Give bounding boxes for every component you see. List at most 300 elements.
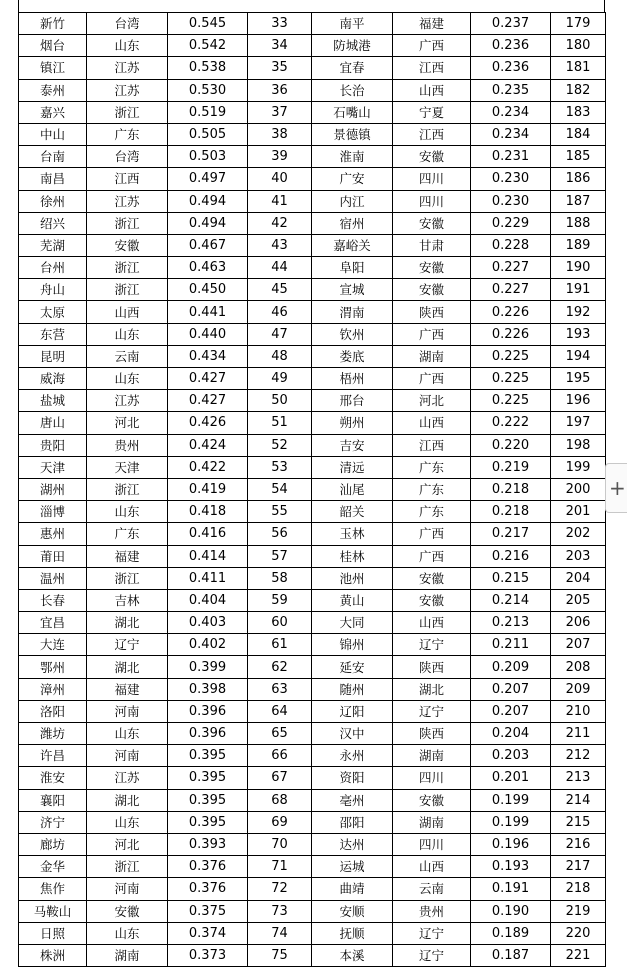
province-cell: 山西	[87, 301, 168, 323]
city-name-cell: 大同	[312, 612, 393, 634]
city-name-cell: 娄底	[312, 345, 393, 367]
city-name-cell: 钦州	[312, 323, 393, 345]
rank-cell: 74	[248, 922, 312, 944]
province-cell: 安徽	[87, 234, 168, 256]
score-cell: 0.214	[471, 589, 551, 611]
score-cell: 0.225	[471, 345, 551, 367]
city-name-cell: 亳州	[312, 789, 393, 811]
rank-cell: 220	[551, 922, 606, 944]
rank-cell: 184	[551, 123, 606, 145]
rank-cell: 68	[248, 789, 312, 811]
city-name-cell: 宣城	[312, 279, 393, 301]
rank-cell: 50	[248, 390, 312, 412]
rank-cell: 194	[551, 345, 606, 367]
table-row	[19, 567, 606, 589]
city-name-cell: 永州	[312, 745, 393, 767]
city-name-cell: 威海	[19, 368, 87, 390]
province-cell: 陕西	[393, 656, 471, 678]
score-cell: 0.393	[168, 833, 248, 855]
city-name-cell: 莆田	[19, 545, 87, 567]
rank-cell: 192	[551, 301, 606, 323]
city-name-cell: 辽阳	[312, 700, 393, 722]
province-cell: 安徽	[393, 279, 471, 301]
score-cell: 0.530	[168, 79, 248, 101]
score-cell: 0.229	[471, 212, 551, 234]
province-cell: 江苏	[87, 79, 168, 101]
rank-cell: 206	[551, 612, 606, 634]
city-name-cell: 朔州	[312, 412, 393, 434]
province-cell: 山西	[393, 79, 471, 101]
table-row	[19, 13, 606, 35]
city-name-cell: 广安	[312, 168, 393, 190]
score-cell: 0.427	[168, 368, 248, 390]
score-cell: 0.191	[471, 878, 551, 900]
rank-cell: 75	[248, 944, 312, 966]
score-cell: 0.503	[168, 146, 248, 168]
province-cell: 广东	[87, 123, 168, 145]
table-row	[19, 922, 606, 944]
table-row	[19, 478, 606, 500]
province-cell: 云南	[87, 345, 168, 367]
table-row	[19, 323, 606, 345]
city-name-cell: 长治	[312, 79, 393, 101]
score-cell: 0.396	[168, 723, 248, 745]
score-cell: 0.237	[471, 13, 551, 35]
score-cell: 0.424	[168, 434, 248, 456]
province-cell: 浙江	[87, 856, 168, 878]
city-ranking-table	[18, 12, 606, 967]
province-cell: 山东	[87, 501, 168, 523]
province-cell: 辽宁	[393, 922, 471, 944]
add-button[interactable]	[605, 463, 627, 513]
city-name-cell: 防城港	[312, 35, 393, 57]
rank-cell: 199	[551, 456, 606, 478]
score-cell: 0.373	[168, 944, 248, 966]
table-row	[19, 811, 606, 833]
table-row	[19, 944, 606, 966]
score-cell: 0.218	[471, 501, 551, 523]
province-cell: 山西	[393, 856, 471, 878]
rank-cell: 219	[551, 900, 606, 922]
rank-cell: 212	[551, 745, 606, 767]
province-cell: 浙江	[87, 478, 168, 500]
province-cell: 广东	[393, 456, 471, 478]
province-cell: 河南	[87, 700, 168, 722]
city-name-cell: 嘉兴	[19, 101, 87, 123]
province-cell: 陕西	[393, 723, 471, 745]
rank-cell: 187	[551, 190, 606, 212]
rank-cell: 217	[551, 856, 606, 878]
city-name-cell: 宜春	[312, 57, 393, 79]
city-name-cell: 大连	[19, 634, 87, 656]
table-row	[19, 412, 606, 434]
province-cell: 湖北	[87, 789, 168, 811]
table-row	[19, 123, 606, 145]
rank-cell: 56	[248, 523, 312, 545]
table-row	[19, 634, 606, 656]
score-cell: 0.441	[168, 301, 248, 323]
score-cell: 0.414	[168, 545, 248, 567]
rank-cell: 39	[248, 146, 312, 168]
rank-cell: 49	[248, 368, 312, 390]
table-row	[19, 168, 606, 190]
province-cell: 福建	[393, 13, 471, 35]
province-cell: 山东	[87, 323, 168, 345]
rank-cell: 64	[248, 700, 312, 722]
score-cell: 0.395	[168, 811, 248, 833]
rank-cell: 41	[248, 190, 312, 212]
rank-cell: 221	[551, 944, 606, 966]
province-cell: 湖南	[393, 811, 471, 833]
rank-cell: 59	[248, 589, 312, 611]
score-cell: 0.215	[471, 567, 551, 589]
city-name-cell: 随州	[312, 678, 393, 700]
rank-cell: 61	[248, 634, 312, 656]
rank-cell: 66	[248, 745, 312, 767]
city-name-cell: 惠州	[19, 523, 87, 545]
score-cell: 0.220	[471, 434, 551, 456]
rank-cell: 73	[248, 900, 312, 922]
score-cell: 0.207	[471, 678, 551, 700]
score-cell: 0.404	[168, 589, 248, 611]
rank-cell: 62	[248, 656, 312, 678]
score-cell: 0.422	[168, 456, 248, 478]
score-cell: 0.187	[471, 944, 551, 966]
table-row	[19, 190, 606, 212]
province-cell: 甘肃	[393, 234, 471, 256]
score-cell: 0.375	[168, 900, 248, 922]
city-name-cell: 中山	[19, 123, 87, 145]
table-row	[19, 523, 606, 545]
score-cell: 0.211	[471, 634, 551, 656]
province-cell: 安徽	[393, 257, 471, 279]
province-cell: 江西	[393, 57, 471, 79]
city-name-cell: 延安	[312, 656, 393, 678]
province-cell: 山东	[87, 922, 168, 944]
score-cell: 0.376	[168, 856, 248, 878]
city-name-cell: 唐山	[19, 412, 87, 434]
province-cell: 山西	[393, 412, 471, 434]
city-name-cell: 南昌	[19, 168, 87, 190]
table-row	[19, 612, 606, 634]
score-cell: 0.204	[471, 723, 551, 745]
city-name-cell: 运城	[312, 856, 393, 878]
city-name-cell: 东营	[19, 323, 87, 345]
province-cell: 江苏	[87, 390, 168, 412]
province-cell: 江苏	[87, 767, 168, 789]
city-name-cell: 宿州	[312, 212, 393, 234]
province-cell: 台湾	[87, 146, 168, 168]
province-cell: 辽宁	[87, 634, 168, 656]
province-cell: 广西	[393, 523, 471, 545]
table-row	[19, 390, 606, 412]
score-cell: 0.497	[168, 168, 248, 190]
score-cell: 0.207	[471, 700, 551, 722]
province-cell: 湖南	[393, 745, 471, 767]
rank-cell: 43	[248, 234, 312, 256]
city-name-cell: 烟台	[19, 35, 87, 57]
score-cell: 0.230	[471, 168, 551, 190]
score-cell: 0.494	[168, 190, 248, 212]
score-cell: 0.216	[471, 545, 551, 567]
province-cell: 安徽	[393, 212, 471, 234]
score-cell: 0.234	[471, 123, 551, 145]
city-name-cell: 阜阳	[312, 257, 393, 279]
rank-cell: 40	[248, 168, 312, 190]
score-cell: 0.225	[471, 368, 551, 390]
score-cell: 0.403	[168, 612, 248, 634]
city-name-cell: 台州	[19, 257, 87, 279]
score-cell: 0.209	[471, 656, 551, 678]
province-cell: 浙江	[87, 279, 168, 301]
city-name-cell: 邢台	[312, 390, 393, 412]
city-name-cell: 天津	[19, 456, 87, 478]
province-cell: 广东	[393, 501, 471, 523]
province-cell: 江苏	[87, 190, 168, 212]
rank-cell: 204	[551, 567, 606, 589]
rank-cell: 57	[248, 545, 312, 567]
province-cell: 浙江	[87, 212, 168, 234]
score-cell: 0.434	[168, 345, 248, 367]
city-name-cell: 焦作	[19, 878, 87, 900]
city-name-cell: 池州	[312, 567, 393, 589]
province-cell: 河南	[87, 745, 168, 767]
rank-cell: 198	[551, 434, 606, 456]
score-cell: 0.219	[471, 456, 551, 478]
score-cell: 0.227	[471, 279, 551, 301]
province-cell: 江西	[393, 123, 471, 145]
province-cell: 山东	[87, 723, 168, 745]
score-cell: 0.196	[471, 833, 551, 855]
rank-cell: 181	[551, 57, 606, 79]
table-row	[19, 301, 606, 323]
rank-cell: 46	[248, 301, 312, 323]
province-cell: 陕西	[393, 301, 471, 323]
province-cell: 河北	[87, 412, 168, 434]
province-cell: 湖北	[393, 678, 471, 700]
province-cell: 湖北	[87, 656, 168, 678]
rank-cell: 33	[248, 13, 312, 35]
table-row	[19, 345, 606, 367]
rank-cell: 195	[551, 368, 606, 390]
rank-cell: 191	[551, 279, 606, 301]
city-name-cell: 金华	[19, 856, 87, 878]
city-name-cell: 达州	[312, 833, 393, 855]
table-top-continuation	[18, 0, 605, 12]
score-cell: 0.225	[471, 390, 551, 412]
score-cell: 0.236	[471, 35, 551, 57]
province-cell: 河北	[393, 390, 471, 412]
province-cell: 河南	[87, 878, 168, 900]
rank-cell: 189	[551, 234, 606, 256]
city-name-cell: 洛阳	[19, 700, 87, 722]
province-cell: 四川	[393, 767, 471, 789]
score-cell: 0.402	[168, 634, 248, 656]
city-name-cell: 廊坊	[19, 833, 87, 855]
rank-cell: 54	[248, 478, 312, 500]
province-cell: 湖南	[87, 944, 168, 966]
rank-cell: 48	[248, 345, 312, 367]
score-cell: 0.218	[471, 478, 551, 500]
rank-cell: 200	[551, 478, 606, 500]
province-cell: 浙江	[87, 567, 168, 589]
city-name-cell: 舟山	[19, 279, 87, 301]
province-cell: 河北	[87, 833, 168, 855]
score-cell: 0.231	[471, 146, 551, 168]
province-cell: 湖南	[393, 345, 471, 367]
rank-cell: 36	[248, 79, 312, 101]
rank-cell: 216	[551, 833, 606, 855]
city-name-cell: 襄阳	[19, 789, 87, 811]
city-name-cell: 淄博	[19, 501, 87, 523]
province-cell: 天津	[87, 456, 168, 478]
score-cell: 0.189	[471, 922, 551, 944]
province-cell: 山东	[87, 35, 168, 57]
city-name-cell: 宜昌	[19, 612, 87, 634]
province-cell: 安徽	[393, 589, 471, 611]
score-cell: 0.494	[168, 212, 248, 234]
city-name-cell: 鄂州	[19, 656, 87, 678]
province-cell: 广西	[393, 35, 471, 57]
table-row	[19, 745, 606, 767]
rank-cell: 67	[248, 767, 312, 789]
table-row	[19, 856, 606, 878]
city-name-cell: 嘉峪关	[312, 234, 393, 256]
province-cell: 安徽	[393, 146, 471, 168]
rank-cell: 203	[551, 545, 606, 567]
city-name-cell: 芜湖	[19, 234, 87, 256]
score-cell: 0.230	[471, 190, 551, 212]
rank-cell: 42	[248, 212, 312, 234]
city-name-cell: 马鞍山	[19, 900, 87, 922]
province-cell: 江苏	[87, 57, 168, 79]
rank-cell: 209	[551, 678, 606, 700]
city-name-cell: 桂林	[312, 545, 393, 567]
rank-cell: 38	[248, 123, 312, 145]
score-cell: 0.228	[471, 234, 551, 256]
province-cell: 广东	[393, 478, 471, 500]
rank-cell: 182	[551, 79, 606, 101]
province-cell: 广东	[87, 523, 168, 545]
table-row	[19, 434, 606, 456]
rank-cell: 53	[248, 456, 312, 478]
score-cell: 0.199	[471, 811, 551, 833]
score-cell: 0.201	[471, 767, 551, 789]
rank-cell: 205	[551, 589, 606, 611]
rank-cell: 180	[551, 35, 606, 57]
rank-cell: 213	[551, 767, 606, 789]
city-name-cell: 湖州	[19, 478, 87, 500]
rank-cell: 193	[551, 323, 606, 345]
table-row	[19, 35, 606, 57]
province-cell: 江西	[393, 434, 471, 456]
city-name-cell: 太原	[19, 301, 87, 323]
province-cell: 广西	[393, 368, 471, 390]
score-cell: 0.190	[471, 900, 551, 922]
table-row	[19, 789, 606, 811]
province-cell: 四川	[393, 190, 471, 212]
rank-cell: 211	[551, 723, 606, 745]
city-name-cell: 玉林	[312, 523, 393, 545]
score-cell: 0.450	[168, 279, 248, 301]
province-cell: 浙江	[87, 101, 168, 123]
city-name-cell: 梧州	[312, 368, 393, 390]
province-cell: 辽宁	[393, 944, 471, 966]
rank-cell: 207	[551, 634, 606, 656]
table-row	[19, 57, 606, 79]
rank-cell: 71	[248, 856, 312, 878]
city-name-cell: 济宁	[19, 811, 87, 833]
rank-cell: 70	[248, 833, 312, 855]
table-row	[19, 545, 606, 567]
province-cell: 湖北	[87, 612, 168, 634]
city-name-cell: 资阳	[312, 767, 393, 789]
table-row	[19, 656, 606, 678]
province-cell: 台湾	[87, 13, 168, 35]
city-name-cell: 漳州	[19, 678, 87, 700]
city-name-cell: 渭南	[312, 301, 393, 323]
score-cell: 0.376	[168, 878, 248, 900]
score-cell: 0.411	[168, 567, 248, 589]
score-cell: 0.467	[168, 234, 248, 256]
table-row	[19, 700, 606, 722]
rank-cell: 37	[248, 101, 312, 123]
score-cell: 0.395	[168, 767, 248, 789]
score-cell: 0.399	[168, 656, 248, 678]
rank-cell: 47	[248, 323, 312, 345]
score-cell: 0.374	[168, 922, 248, 944]
province-cell: 四川	[393, 168, 471, 190]
province-cell: 安徽	[87, 900, 168, 922]
rank-cell: 202	[551, 523, 606, 545]
city-name-cell: 绍兴	[19, 212, 87, 234]
city-name-cell: 徐州	[19, 190, 87, 212]
city-name-cell: 昆明	[19, 345, 87, 367]
rank-cell: 186	[551, 168, 606, 190]
table-row	[19, 767, 606, 789]
score-cell: 0.463	[168, 257, 248, 279]
table-row	[19, 212, 606, 234]
province-cell: 江西	[87, 168, 168, 190]
table-row	[19, 589, 606, 611]
score-cell: 0.505	[168, 123, 248, 145]
city-name-cell: 邵阳	[312, 811, 393, 833]
score-cell: 0.538	[168, 57, 248, 79]
city-name-cell: 株洲	[19, 944, 87, 966]
table-row	[19, 900, 606, 922]
province-cell: 云南	[393, 878, 471, 900]
rank-cell: 218	[551, 878, 606, 900]
table-row	[19, 368, 606, 390]
city-name-cell: 吉安	[312, 434, 393, 456]
rank-cell: 63	[248, 678, 312, 700]
city-name-cell: 石嘴山	[312, 101, 393, 123]
score-cell: 0.395	[168, 745, 248, 767]
rank-cell: 60	[248, 612, 312, 634]
rank-cell: 65	[248, 723, 312, 745]
city-name-cell: 清远	[312, 456, 393, 478]
province-cell: 山东	[87, 368, 168, 390]
city-name-cell: 本溪	[312, 944, 393, 966]
province-cell: 浙江	[87, 257, 168, 279]
score-cell: 0.519	[168, 101, 248, 123]
table-row	[19, 501, 606, 523]
rank-cell: 208	[551, 656, 606, 678]
score-cell: 0.193	[471, 856, 551, 878]
rank-cell: 35	[248, 57, 312, 79]
city-name-cell: 安顺	[312, 900, 393, 922]
province-cell: 贵州	[393, 900, 471, 922]
